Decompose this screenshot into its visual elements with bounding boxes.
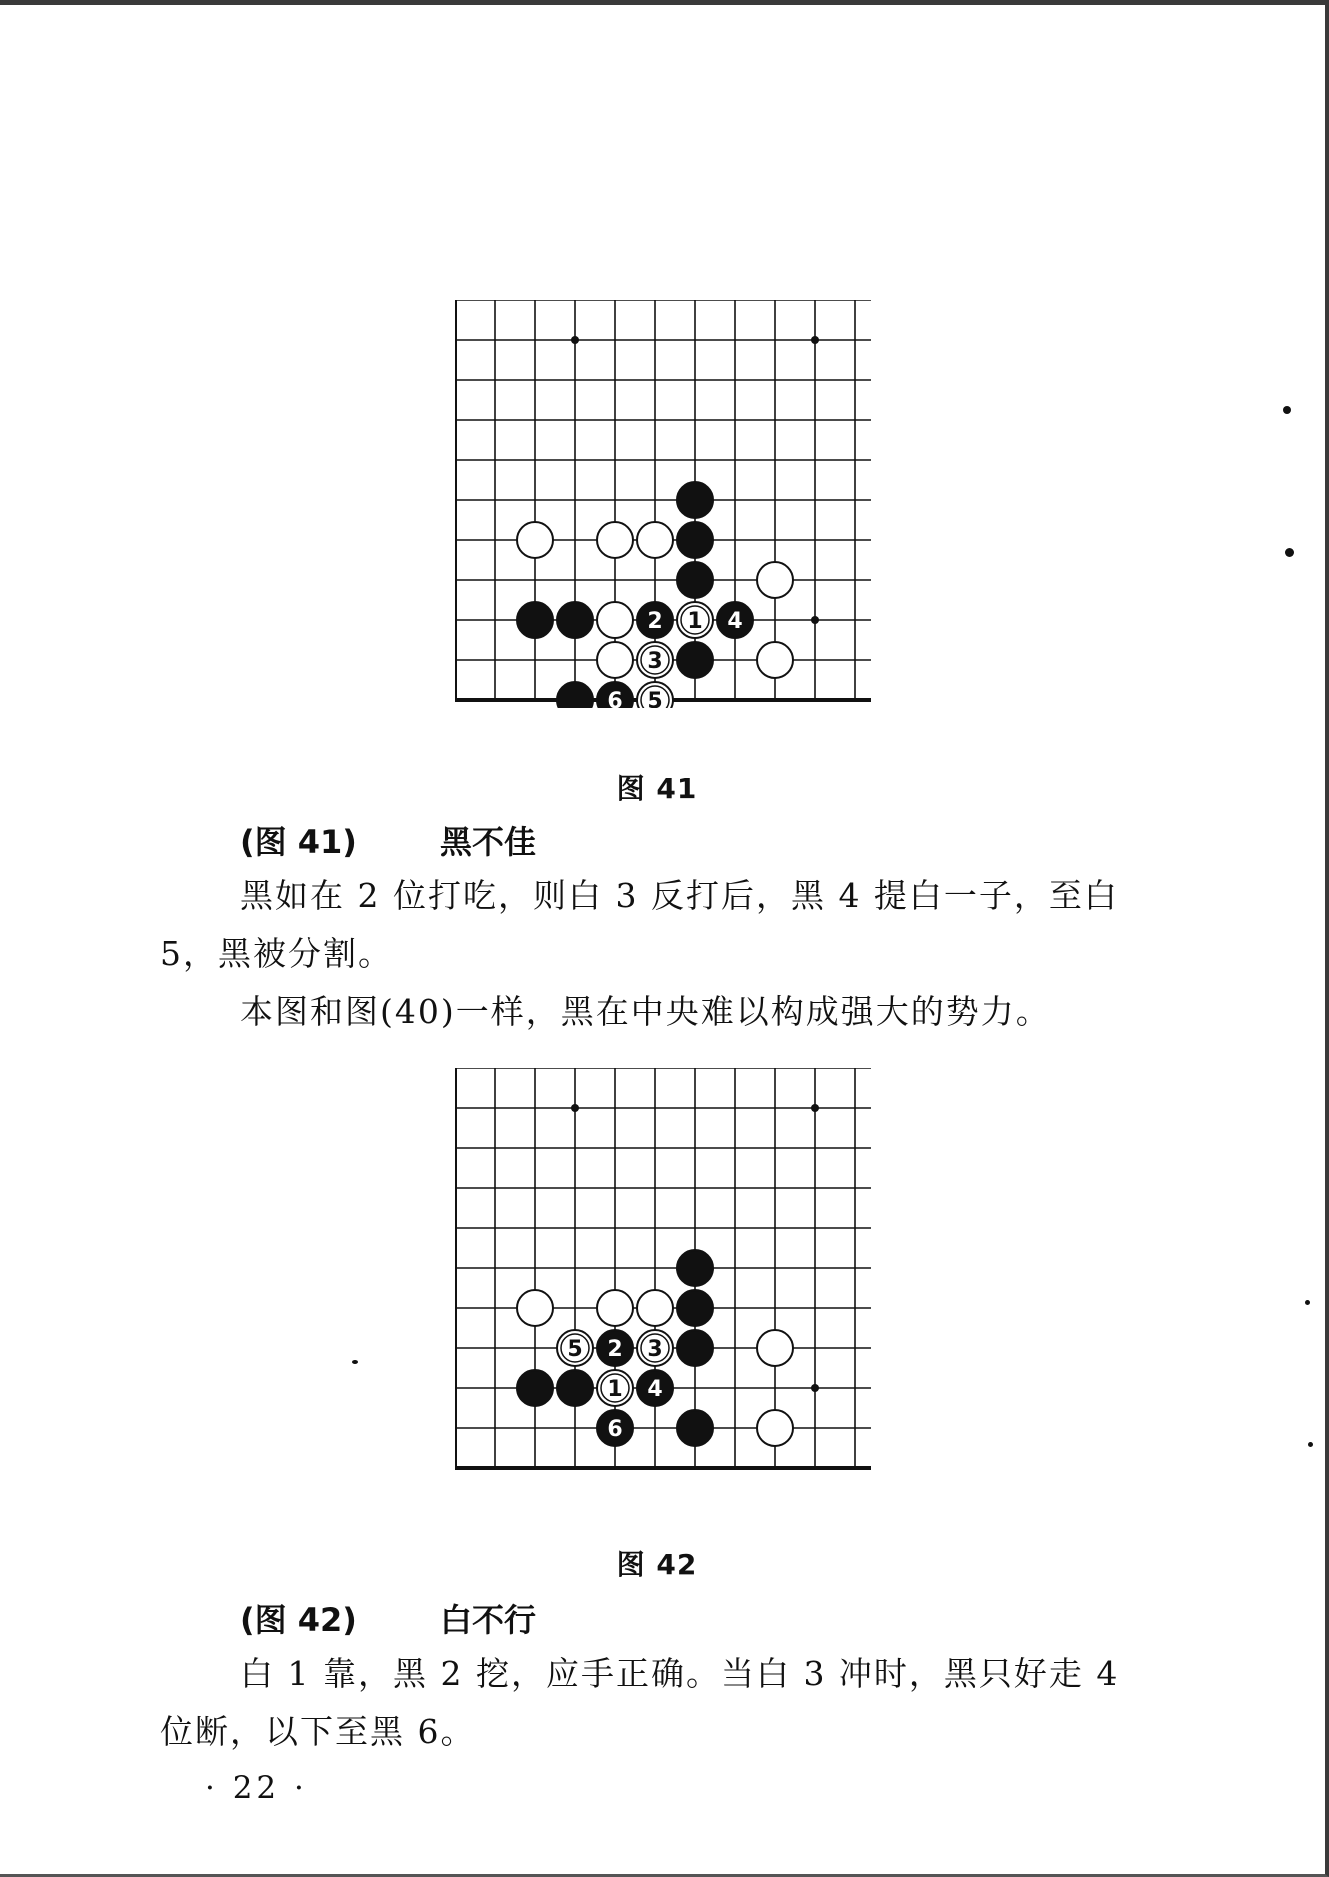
- star-point: [811, 1104, 819, 1112]
- white-stone: [757, 562, 793, 598]
- section-42-number: (图 42): [240, 1601, 357, 1639]
- scan-speck: [352, 1360, 358, 1364]
- move-number-label: 6: [607, 689, 623, 708]
- black-stone: [677, 562, 713, 598]
- black-stone: [677, 522, 713, 558]
- star-point: [811, 616, 819, 624]
- black-stone: [677, 1250, 713, 1286]
- star-point: [811, 336, 819, 344]
- scan-speck: [1285, 548, 1294, 557]
- section-42-title: 白不行: [440, 1601, 537, 1639]
- white-stone: [637, 522, 673, 558]
- go-board-svg: [455, 300, 871, 708]
- scan-speck: [1305, 1300, 1310, 1305]
- white-stone: [637, 1290, 673, 1326]
- move-number-label: 5: [647, 689, 663, 708]
- section-42-heading: [240, 1595, 536, 1641]
- white-stone: [757, 1330, 793, 1366]
- move-number-label: 4: [727, 609, 743, 634]
- white-stone: [757, 1410, 793, 1446]
- black-stone: [677, 482, 713, 518]
- move-number-label: 4: [647, 1377, 663, 1402]
- scan-speck: [1283, 406, 1291, 414]
- star-point: [811, 1384, 819, 1392]
- section-42-paragraph-1: 白 1 靠，黑 2 挖，应手正确。当白 3 冲时，黑只好走 4 位断，以下至黑 6。: [160, 1654, 1120, 1751]
- black-stone: [677, 642, 713, 678]
- black-stone: [557, 602, 593, 638]
- move-number-label: 3: [647, 649, 663, 674]
- scan-speck: [1308, 1442, 1313, 1447]
- star-point: [571, 1104, 579, 1112]
- figure-42-caption: 图 42: [616, 1548, 698, 1581]
- section-41-number: (图 41): [240, 823, 357, 861]
- move-number-label: 1: [607, 1377, 623, 1402]
- move-number-label: 2: [607, 1337, 623, 1362]
- black-stone: [557, 682, 593, 708]
- black-stone: [557, 1370, 593, 1406]
- move-number-label: 5: [567, 1337, 583, 1362]
- black-stone: [677, 1290, 713, 1326]
- white-stone: [597, 642, 633, 678]
- move-number-label: 6: [607, 1417, 623, 1442]
- white-stone: [597, 602, 633, 638]
- black-stone: [517, 602, 553, 638]
- star-point: [571, 336, 579, 344]
- page-number: · 22 ·: [205, 1770, 308, 1806]
- go-board-svg: [455, 1068, 871, 1476]
- section-41-paragraph-1: 黑如在 2 位打吃，则白 3 反打后，黑 4 提白一子，至白 5，黑被分割。: [160, 876, 1119, 973]
- section-41-paragraph-2: 本图和图(40)一样，黑在中央难以构成强大的势力。: [240, 992, 1051, 1031]
- black-stone: [517, 1370, 553, 1406]
- figure-41-caption: 图 41: [616, 772, 698, 805]
- white-stone: [597, 1290, 633, 1326]
- move-number-label: 1: [687, 609, 703, 634]
- black-stone: [677, 1330, 713, 1366]
- go-board-figure-41: [455, 300, 871, 708]
- white-stone: [757, 642, 793, 678]
- white-stone: [517, 1290, 553, 1326]
- go-board-figure-42: [455, 1068, 871, 1476]
- white-stone: [517, 522, 553, 558]
- black-stone: [677, 1410, 713, 1446]
- section-41-title: 黑不佳: [440, 823, 537, 861]
- move-number-label: 2: [647, 609, 663, 634]
- section-41-heading: [240, 817, 536, 863]
- move-number-label: 3: [647, 1337, 663, 1362]
- white-stone: [597, 522, 633, 558]
